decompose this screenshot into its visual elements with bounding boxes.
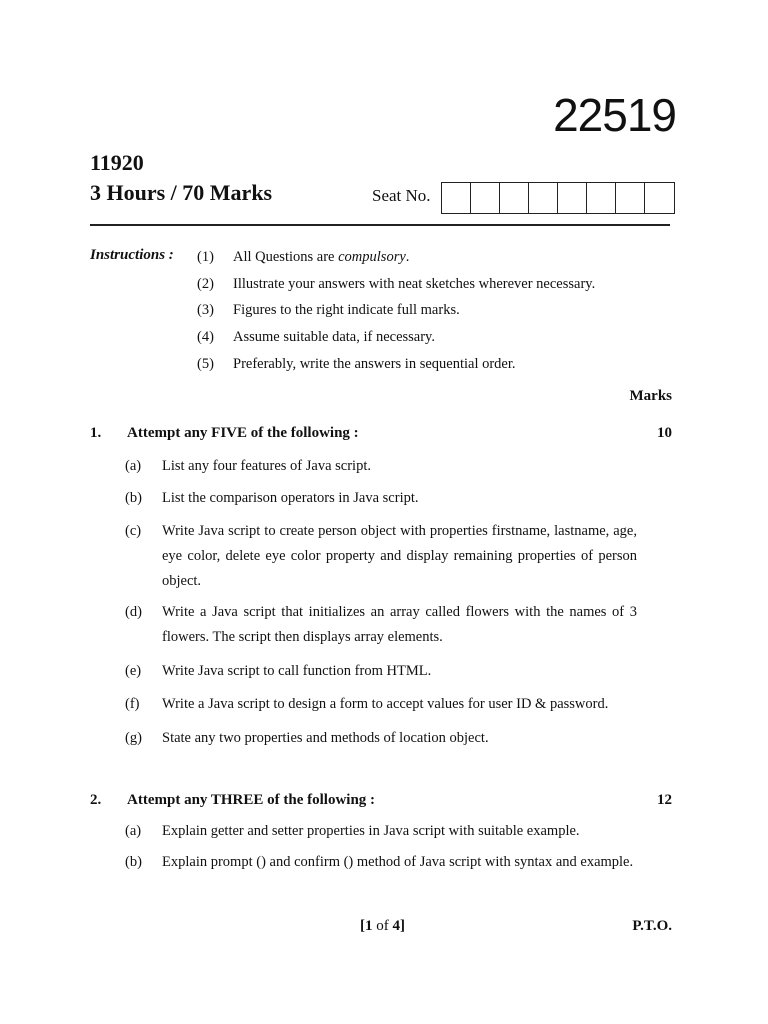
instruction-emphasis: compulsory xyxy=(338,249,406,265)
paper-code: 11920 xyxy=(90,150,144,175)
question-title: Attempt any FIVE of the following : xyxy=(127,425,359,441)
sub-question-label: (f) xyxy=(125,696,140,712)
sub-question-text: Write a Java script to design a form to accept values for user ID & password. xyxy=(162,696,609,712)
instruction-text: Figures to the right indicate full marks. xyxy=(233,302,460,318)
page-number: [1 of 4] xyxy=(360,918,405,934)
instruction-number: (3) xyxy=(197,302,214,318)
question-marks: 12 xyxy=(657,792,672,808)
sub-question-label: (d) xyxy=(125,604,142,620)
instruction-number: (1) xyxy=(197,249,214,265)
sub-question-text: Write Java script to call function from HTML. xyxy=(162,663,432,679)
seat-box xyxy=(471,183,500,213)
instruction-text: Illustrate your answers with neat sketches wherever necessary. xyxy=(233,276,596,292)
question-title: Attempt any THREE of the following : xyxy=(127,792,376,808)
instruction-text: All Questions are compulsory. xyxy=(233,249,410,265)
sub-question-label: (a) xyxy=(125,823,142,839)
instruction-number: (4) xyxy=(197,329,214,345)
seat-box xyxy=(645,183,674,213)
seat-box xyxy=(587,183,616,213)
sub-question-label: (g) xyxy=(125,730,142,746)
instruction-number: (2) xyxy=(197,276,214,292)
sub-question-text: Write a Java script that initializes an array called flowers with the names of 3 flowers. The script then displays array elements. xyxy=(162,604,637,645)
sub-question-text: List any four features of Java script. xyxy=(162,458,371,474)
exam-duration: 3 Hours / 70 Marks xyxy=(90,180,273,205)
seat-box xyxy=(529,183,558,213)
seat-number-label: Seat No. xyxy=(372,186,431,205)
sub-question-label: (b) xyxy=(125,854,142,870)
seat-number-boxes xyxy=(441,182,675,214)
sub-question-text: Explain prompt () and confirm () method of Java script with syntax and example. xyxy=(162,854,634,870)
seat-box xyxy=(500,183,529,213)
sub-question-label: (e) xyxy=(125,663,142,679)
sub-question-label: (c) xyxy=(125,523,142,539)
marks-column-heading: Marks xyxy=(629,388,672,404)
sub-question-text: State any two properties and methods of location object. xyxy=(162,730,489,746)
header-divider xyxy=(90,224,670,226)
seat-box xyxy=(616,183,645,213)
instruction-number: (5) xyxy=(197,356,214,372)
subject-code: 22519 xyxy=(553,89,676,141)
instructions-label: Instructions : xyxy=(90,247,174,263)
instruction-text: Preferably, write the answers in sequential order. xyxy=(233,356,516,372)
question-number: 1. xyxy=(90,425,102,441)
question-marks: 10 xyxy=(657,425,672,441)
sub-question-text: Write Java script to create person object with properties firstname, lastname, age, eye color, delete eye color property and display remaining properties of person object. xyxy=(162,523,637,589)
seat-box xyxy=(442,183,471,213)
seat-box xyxy=(558,183,587,213)
sub-question-text: List the comparison operators in Java script. xyxy=(162,490,419,506)
sub-question-label: (a) xyxy=(125,458,142,474)
sub-question-label: (b) xyxy=(125,490,142,506)
please-turn-over: P.T.O. xyxy=(632,918,672,934)
question-number: 2. xyxy=(90,792,102,808)
sub-question-text: Explain getter and setter properties in Java script with suitable example. xyxy=(162,823,580,839)
instruction-text: Assume suitable data, if necessary. xyxy=(233,329,435,345)
